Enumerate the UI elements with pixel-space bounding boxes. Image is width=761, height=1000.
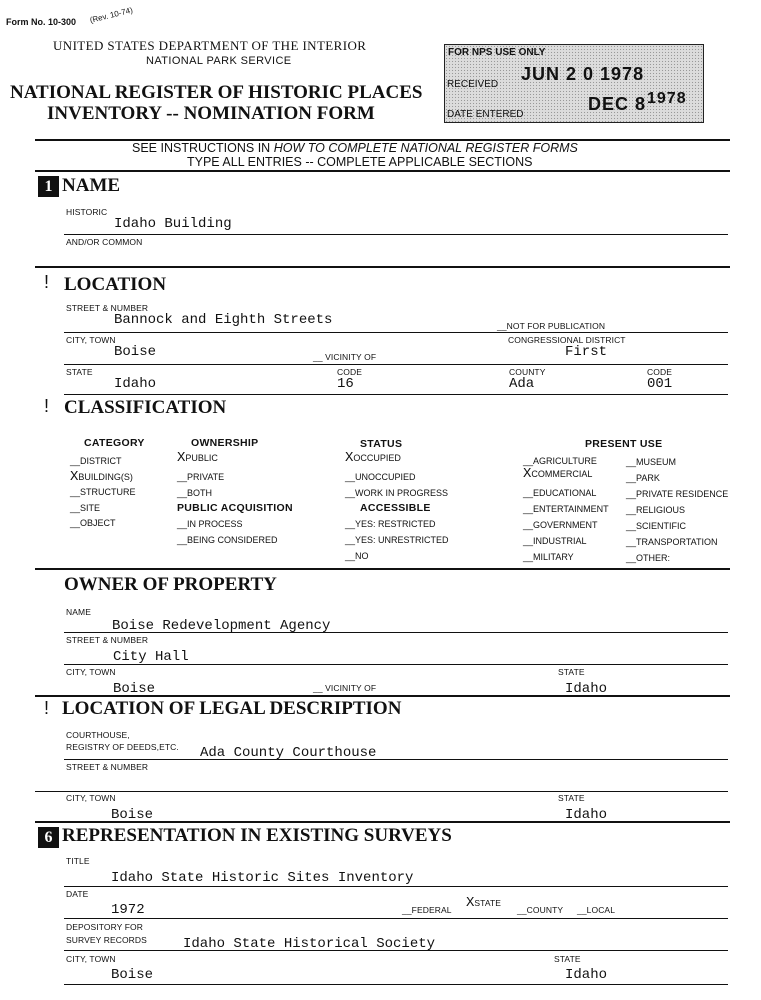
section-3-title: CLASSIFICATION	[64, 397, 227, 418]
date-entered-year: 1978	[647, 90, 687, 107]
owner-city-label: CITY, TOWN	[66, 667, 116, 677]
rule	[64, 332, 728, 333]
owner-name-label: NAME	[66, 607, 91, 617]
survey-state-label: STATE	[554, 954, 581, 964]
instructions-rule	[35, 170, 730, 172]
use-industrial: __INDUSTRIAL	[523, 536, 587, 546]
form-title-line1: NATIONAL REGISTER OF HISTORIC PLACES	[10, 82, 423, 103]
courthouse-value: Ada County Courthouse	[200, 745, 377, 761]
owner-city-value: Boise	[113, 681, 156, 697]
nps-use-only-box	[444, 44, 704, 123]
section-6-number: 6	[38, 827, 59, 848]
category-structure: __STRUCTURE	[70, 487, 136, 497]
service-name: NATIONAL PARK SERVICE	[146, 55, 292, 67]
category-heading: CATEGORY	[84, 437, 145, 449]
ownership-public: XPUBLIC	[177, 450, 218, 466]
use-private-residence: __PRIVATE RESIDENCE	[626, 489, 729, 499]
use-entertainment: __ENTERTAINMENT	[523, 504, 609, 514]
accessible-no: __NO	[345, 551, 369, 561]
section-2-title: LOCATION	[64, 274, 167, 295]
nps-box-title: FOR NPS USE ONLY	[448, 47, 546, 58]
section-rule	[35, 821, 730, 823]
county-label: COUNTY	[509, 367, 546, 377]
depository-label-2: SURVEY RECORDS	[66, 935, 147, 945]
date-entered-label: DATE ENTERED	[447, 109, 524, 120]
survey-title-label: TITLE	[66, 856, 90, 866]
rule	[64, 394, 728, 395]
use-religious: __RELIGIOUS	[626, 505, 686, 515]
use-park: __PARK	[626, 473, 660, 483]
city-value: Boise	[114, 344, 157, 360]
rule	[64, 984, 728, 985]
city-label: CITY, TOWN	[66, 335, 116, 345]
legal-state-value: Idaho	[565, 807, 608, 823]
street-value: Bannock and Eighth Streets	[114, 312, 333, 328]
congressional-value: First	[565, 344, 608, 360]
use-other: __OTHER:	[626, 553, 671, 563]
state-code-label: CODE	[337, 367, 362, 377]
survey-federal: __FEDERAL	[402, 905, 452, 915]
rule	[35, 791, 728, 792]
county-value: Ada	[509, 376, 535, 392]
survey-state: XSTATE	[466, 895, 502, 911]
acquisition-heading: PUBLIC ACQUISITION	[177, 502, 293, 514]
received-label: RECEIVED	[447, 79, 499, 90]
ownership-both: __BOTH	[177, 488, 213, 498]
status-heading: STATUS	[360, 438, 403, 450]
historic-value: Idaho Building	[114, 216, 232, 232]
vicinity-label: __ VICINITY OF	[313, 352, 377, 362]
section-rule	[35, 266, 730, 268]
use-transportation: __TRANSPORTATION	[626, 537, 718, 547]
section-rule	[35, 695, 730, 697]
use-educational: __EDUCATIONAL	[523, 488, 597, 498]
legal-city-value: Boise	[111, 807, 154, 823]
use-agriculture: __AGRICULTURE	[523, 456, 597, 466]
acquisition-in-process: __IN PROCESS	[177, 519, 243, 529]
rule	[64, 632, 728, 633]
use-military: __MILITARY	[523, 552, 574, 562]
legal-street-label: STREET & NUMBER	[66, 762, 149, 772]
section-1-title: NAME	[62, 175, 121, 196]
received-stamp: JUN 2 0 1978	[521, 64, 645, 84]
use-government: __GOVERNMENT	[523, 520, 598, 530]
acquisition-being-considered: __BEING CONSIDERED	[177, 535, 278, 545]
courthouse-label-1: COURTHOUSE,	[66, 730, 130, 740]
common-label: AND/OR COMMON	[66, 237, 143, 247]
state-label: STATE	[66, 367, 93, 377]
survey-city-value: Boise	[111, 967, 154, 983]
legal-state-label: STATE	[558, 793, 585, 803]
section-4-title: OWNER OF PROPERTY	[64, 574, 277, 595]
owner-street-label: STREET & NUMBER	[66, 635, 149, 645]
not-for-publication: __NOT FOR PUBLICATION	[497, 321, 606, 331]
use-museum: __MUSEUM	[626, 457, 677, 467]
survey-date-label: DATE	[66, 889, 89, 899]
section-6-title: REPRESENTATION IN EXISTING SURVEYS	[62, 825, 452, 846]
owner-name-value: Boise Redevelopment Agency	[112, 618, 331, 634]
form-revision: (Rev. 10-74)	[88, 5, 134, 25]
category-building: XBUILDING(S)	[70, 469, 133, 485]
rule	[64, 759, 728, 760]
state-code-value: 16	[337, 376, 354, 392]
county-code-label: CODE	[647, 367, 672, 377]
rule	[64, 950, 728, 951]
department-name: UNITED STATES DEPARTMENT OF THE INTERIOR	[53, 38, 367, 53]
legal-city-label: CITY, TOWN	[66, 793, 116, 803]
owner-state-value: Idaho	[565, 681, 608, 697]
status-occupied: XOCCUPIED	[345, 450, 401, 466]
status-unoccupied: __UNOCCUPIED	[345, 472, 416, 482]
state-value: Idaho	[114, 376, 157, 392]
survey-date-value: 1972	[111, 902, 145, 918]
use-scientific: __SCIENTIFIC	[626, 521, 687, 531]
ownership-private: __PRIVATE	[177, 472, 225, 482]
category-site: __SITE	[70, 503, 101, 513]
congressional-label: CONGRESSIONAL DISTRICT	[508, 335, 626, 345]
section-2-marker: !	[44, 272, 50, 292]
depository-label-1: DEPOSITORY FOR	[66, 922, 143, 932]
owner-street-value: City Hall	[113, 649, 189, 665]
category-object: __OBJECT	[70, 518, 116, 528]
historic-label: HISTORIC	[66, 207, 108, 217]
rule	[64, 234, 728, 235]
survey-state-value: Idaho	[565, 967, 608, 983]
rule	[64, 364, 728, 365]
survey-county: __COUNTY	[517, 905, 564, 915]
section-5-title: LOCATION OF LEGAL DESCRIPTION	[62, 698, 402, 719]
courthouse-label-2: REGISTRY OF DEEDS,ETC.	[66, 742, 179, 752]
date-entered-stamp: DEC 8	[588, 94, 647, 114]
section-1-number: 1	[38, 176, 59, 197]
instructions-line1: SEE INSTRUCTIONS IN HOW TO COMPLETE NATIONAL REGISTER FORMS	[132, 141, 578, 155]
rule	[64, 918, 728, 919]
accessible-heading: ACCESSIBLE	[360, 502, 431, 514]
owner-state-label: STATE	[558, 667, 585, 677]
form-title-line2: INVENTORY -- NOMINATION FORM	[47, 103, 375, 124]
street-label: STREET & NUMBER	[66, 303, 149, 313]
ownership-heading: OWNERSHIP	[191, 437, 259, 449]
survey-city-label: CITY, TOWN	[66, 954, 116, 964]
survey-title-value: Idaho State Historic Sites Inventory	[111, 870, 414, 886]
form-number: Form No. 10-300	[6, 17, 77, 27]
rule	[64, 664, 728, 665]
depository-value: Idaho State Historical Society	[183, 936, 436, 952]
county-code-value: 001	[647, 376, 673, 392]
instructions-line2: TYPE ALL ENTRIES -- COMPLETE APPLICABLE SECTIONS	[187, 155, 533, 169]
survey-local: __LOCAL	[577, 905, 616, 915]
status-work-in-progress: __WORK IN PROGRESS	[345, 488, 449, 498]
present-use-heading: PRESENT USE	[585, 438, 663, 450]
rule	[64, 886, 728, 887]
section-rule	[35, 568, 730, 570]
accessible-restricted: __YES: RESTRICTED	[345, 519, 436, 529]
section-3-marker: !	[44, 396, 50, 416]
section-5-marker: !	[44, 698, 50, 718]
accessible-unrestricted: __YES: UNRESTRICTED	[345, 535, 449, 545]
use-commercial: XCOMMERCIAL	[523, 466, 593, 482]
category-district: __DISTRICT	[70, 456, 122, 466]
owner-vicinity-label: __ VICINITY OF	[313, 683, 377, 693]
